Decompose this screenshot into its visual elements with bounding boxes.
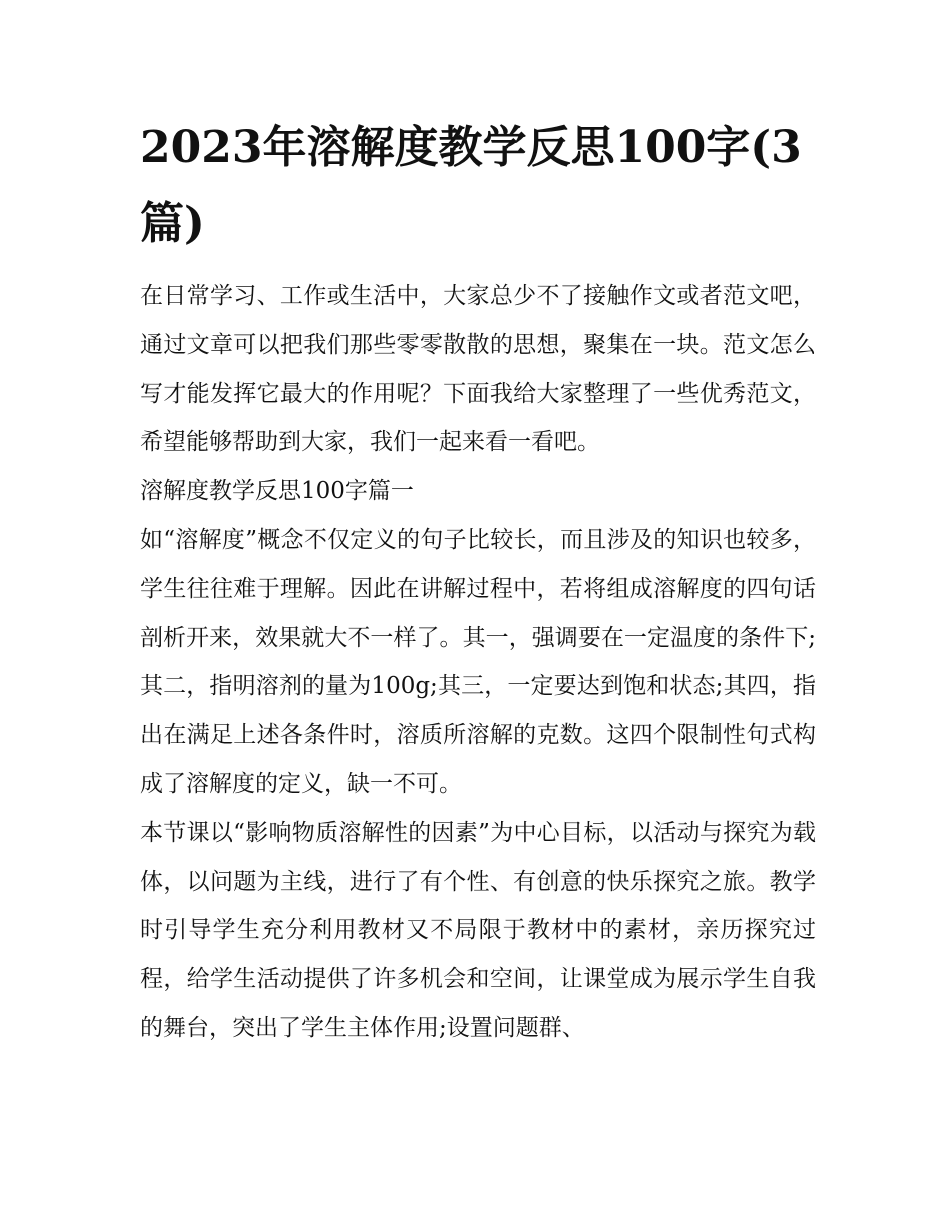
document-title: 2023年溶解度教学反思100字(3篇) — [140, 122, 802, 249]
document-body — [140, 272, 816, 1053]
document-page — [140, 110, 816, 1053]
section-heading: 溶解度教学反思100字篇一 — [140, 478, 414, 505]
body-paragraph: 本节课以“影响物质溶解性的因素”为中心目标，以活动与探究为载体，以问题为主线，进行了有个性、有创意的快乐探究之旅。教学时引导学生充分利用教材又不局限于教材中的素材，亲历探究过程，给学生活动提供了许多机会和空间，让课堂成为展示学生自我的舞台，突出了学生主体作用;设置问题群、 — [140, 819, 816, 1041]
body-paragraph: 如“溶解度”概念不仅定义的句子比较长，而且涉及的知识也较多，学生往往难于理解。因此在讲解过程中，若将组成溶解度的四句话剖析开来，效果就大不一样了。其一，强调要在一定温度的条件下;其二，指明溶剂的量为100g;其三，一定要达到饱和状态;其四，指出在满足上述各条件时，溶质所溶解的克数。这四个限制性句式构成了溶解度的定义，缺一不可。 — [140, 526, 816, 797]
intro-paragraph: 在日常学习、工作或生活中，大家总少不了接触作文或者范文吧，通过文章可以把我们那些零零散散的思想，聚集在一块。范文怎么写才能发挥它最大的作用呢？下面我给大家整理了一些优秀范文，希望能够帮助到大家，我们一起来看一看吧。 — [140, 283, 816, 456]
